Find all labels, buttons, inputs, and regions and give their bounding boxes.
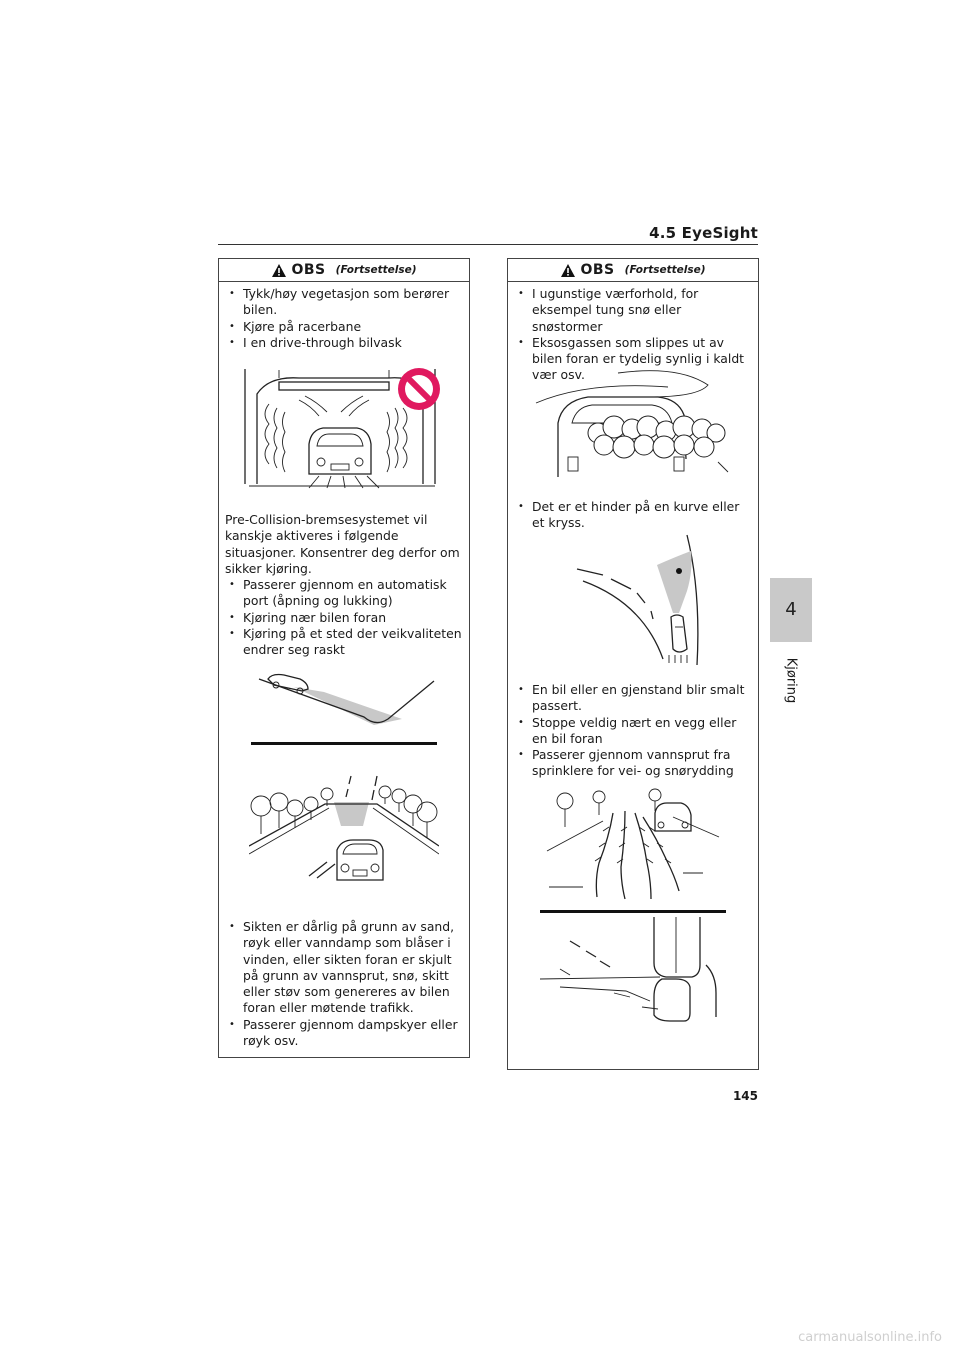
- list-item: • I ugunstige værforhold, for eksempel tung snø eller snøstormer: [514, 286, 754, 335]
- sprinkler-illustration: [543, 787, 723, 902]
- obs-label: OBS: [580, 262, 615, 278]
- list-item: • I en drive-through bilvask: [225, 335, 465, 351]
- warning-icon: [560, 263, 576, 278]
- list-item: • Kjøring nær bilen foran: [225, 610, 465, 626]
- continued-label: (Fortsettelse): [335, 264, 417, 276]
- list-item: • Passerer gjennom en automatisk port (åpning og lukking): [225, 577, 465, 610]
- chapter-label-text: Kjøring: [783, 657, 799, 703]
- bullet-list-top-left: [225, 286, 465, 351]
- caution-header-left: [219, 259, 469, 282]
- list-item: • Sikten er dårlig på grunn av sand, røyk eller vanndamp som blåser i vinden, eller sikten foran er skjult på grunn av vannsprut, snø, skitt eller støv som genereres av bilen foran eller møtende trafikk.: [225, 919, 465, 1017]
- list-item: • En bil eller en gjenstand blir smalt passert.: [514, 682, 754, 715]
- list-item: • Eksosgassen som slippes ut av bilen foran er tydelig synlig i kaldt vær osv.: [514, 335, 754, 384]
- caution-box-left: [218, 258, 470, 1058]
- list-item: • Passerer gjennom vannsprut fra sprinklere for vei- og snørydding: [514, 747, 754, 780]
- watermark[interactable]: carmanualsonline.info: [798, 1330, 942, 1345]
- curve-obstacle-illustration: [563, 531, 703, 671]
- chapter-label: [770, 650, 812, 710]
- slope-illustration: [254, 667, 439, 727]
- warning-icon: [271, 263, 287, 278]
- list-item: • Stoppe veldig nært en vegg eller en bil foran: [514, 715, 754, 748]
- illustration-divider: [540, 910, 726, 913]
- bullet-list-mid-right: [514, 499, 754, 532]
- list-item: • Passerer gjennom dampskyer eller røyk osv.: [225, 1017, 465, 1050]
- illustration-divider: [251, 742, 437, 745]
- header-rule: [218, 244, 758, 245]
- continued-label: (Fortsettelse): [624, 264, 706, 276]
- chapter-tab[interactable]: 4: [770, 578, 812, 642]
- intro-paragraph: Pre-Collision-bremsesystemet vil kanskje aktiveres i følgende situasjoner. Konsentrer deg derfor om sikker kjøring.: [225, 512, 460, 576]
- list-item: • Det er et hinder på en kurve eller et kryss.: [514, 499, 754, 532]
- list-item: • Tykk/høy vegetasjon som berører bilen.: [225, 286, 465, 319]
- list-item: • Kjøre på racerbane: [225, 319, 465, 335]
- caution-header-right: [508, 259, 758, 282]
- bullet-list-bottom-right: [514, 682, 754, 780]
- wall-proximity-illustration: [530, 917, 750, 1022]
- paragraph-block-left: [225, 512, 465, 659]
- obs-label: OBS: [291, 262, 326, 278]
- car-wash-illustration: [239, 364, 449, 489]
- list-item: • Kjøring på et sted der veikvaliteten endrer seg raskt: [225, 626, 465, 659]
- page-number: 145: [732, 1089, 758, 1103]
- section-title: 4.5 EyeSight: [649, 224, 758, 242]
- exhaust-smoke-illustration: [528, 367, 738, 479]
- road-trees-illustration: [249, 774, 439, 884]
- bullet-list-bottom-left: [225, 919, 465, 1049]
- caution-box-right: [507, 258, 759, 1070]
